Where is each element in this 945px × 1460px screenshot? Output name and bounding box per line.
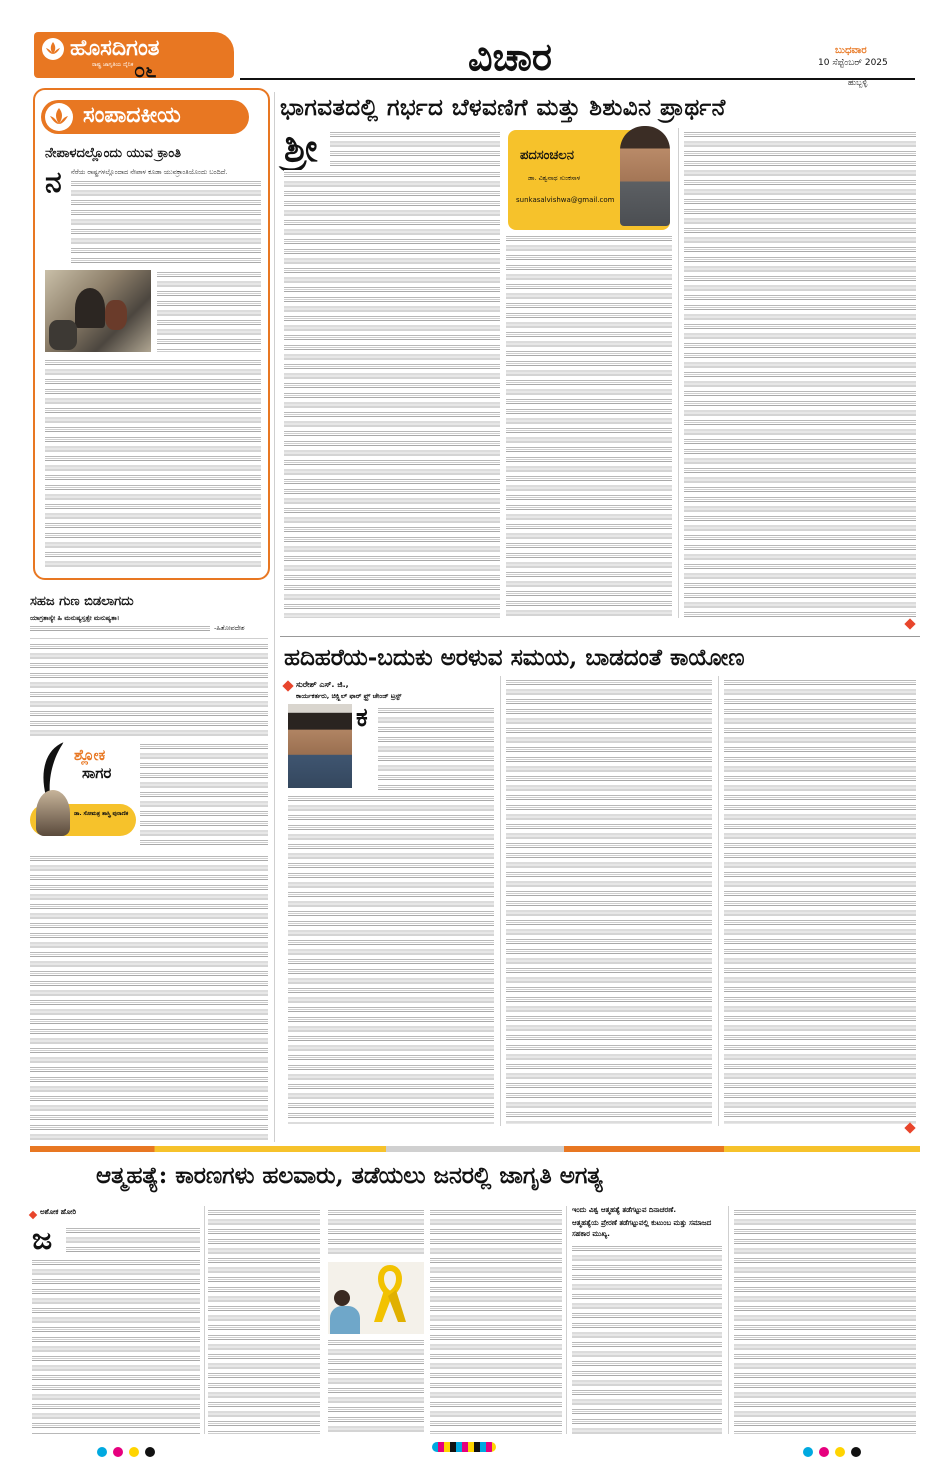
editorial-dropcap: ನ — [45, 165, 62, 200]
article2-author-role: ಕಾರ್ಯಕರ್ತರು, ಚಿಕ್ಸ್ಟ್ರಿಲ್ ಫಾರ್ ಫ್ರ್ರ್ ಚೇಂಜ್ ಟ್ರಸ್ಟ್ — [296, 692, 402, 700]
article3-col5 — [572, 1244, 722, 1434]
article2-rule-2 — [718, 676, 719, 1126]
article3-col3-top — [328, 1208, 424, 1258]
article3-highlight-1: ಇಂದು ವಿಶ್ವ ಆತ್ಮಹತ್ಯೆ ತಡೆಗಟ್ಟುವ ದಿನಾಚರಣೆ. — [572, 1206, 676, 1214]
city-label: ಹುಬ್ಬಳ್ಳಿ — [848, 78, 868, 87]
black-mark — [851, 1447, 861, 1457]
gun-quote: ಯಾಗ್ರತಾಸ್ಯೇ ಹಿ ಮನುಷ್ಯಸ್ತತ್ಸೇ ಮನುಷ್ಯತಾ। — [30, 614, 120, 622]
lotus-icon — [45, 103, 73, 131]
article2-col1 — [288, 794, 494, 1124]
gun-text-bottom — [30, 854, 268, 1142]
figure-body-icon — [330, 1306, 360, 1334]
gun-quote-author: -ಹಿತೋಪದೇಶ — [214, 624, 245, 632]
editorial-box — [33, 88, 270, 580]
padasanchalana-label: ಪದಸಂಚಲನ — [520, 148, 574, 163]
magenta-mark — [819, 1447, 829, 1457]
article2-rule-1 — [500, 676, 501, 1126]
article3-rule-3 — [728, 1206, 729, 1434]
article3-col3-bottom — [328, 1338, 424, 1434]
pen-icon — [282, 680, 293, 691]
yellow-ribbon-icon — [370, 1264, 410, 1324]
article2-col3 — [724, 678, 916, 1124]
article3-col2 — [208, 1208, 320, 1434]
magenta-mark — [113, 1447, 123, 1457]
article2-col1-top — [378, 706, 494, 790]
article1-col3 — [684, 130, 916, 618]
editorial-title: ನೇಪಾಳದಲ್ಲೊಂದು ಯುವ ಕ್ರಾಂತಿ — [45, 146, 182, 161]
editorial-badge — [41, 100, 249, 134]
date-label: 10 ಸೆಪ್ಟೆಂಬರ್ 2025 — [818, 58, 888, 68]
print-marks-right — [800, 1442, 864, 1460]
gun-title: ಸಹಜ ಗುಣ ಬಿಡಲಾಗದು — [30, 594, 134, 609]
page-number: ೦೬ — [134, 58, 157, 82]
article1-col1-top — [330, 130, 500, 168]
article2-author: ಸುರೇಶ್ ಎಸ್. ಜಿ., — [296, 680, 349, 689]
print-marks-center — [432, 1442, 496, 1452]
article3-rule-1 — [204, 1206, 205, 1434]
sagara-label: ಸಾಗರ — [82, 764, 112, 782]
gun-quote-line2 — [30, 624, 210, 634]
day-label: ಬುಧವಾರ — [835, 45, 867, 56]
editorial-badge-text: ಸಂಪಾದಕೀಯ — [83, 102, 181, 128]
awareness-illustration — [328, 1262, 424, 1334]
editorial-text-side — [157, 270, 261, 352]
column-rule-left — [274, 92, 275, 1142]
shloka-label: ಶ್ಲೋಕ — [74, 746, 106, 764]
yellow-mark — [835, 1447, 845, 1457]
article2-end-marker — [904, 1122, 915, 1133]
article1-headline: ಭಾಗವತದಲ್ಲಿ ಗರ್ಭದ ಬೆಳವಣಿಗೆ ಮತ್ತು ಶಿಶುವಿನ ಪ್ರಾರ್ಥನೆ — [280, 94, 726, 121]
editorial-text-top — [71, 179, 261, 265]
shloka-author-name: ಡಾ. ಸೋಮಶ್ರ ಶಾಸ್ತ್ರಿ ಪುರಾಣಿಕ — [74, 811, 129, 817]
article3-col6 — [734, 1208, 916, 1434]
article3-rule-2 — [566, 1206, 567, 1434]
article2-headline: ಹದಿಹರೆಯ-ಬದುಕು ಅರಳುವ ಸಮಯ, ಬಾಡದಂತೆ ಕಾಯೋಣ — [284, 644, 745, 671]
article2-dropcap: ಕ — [356, 703, 368, 733]
section-title: ವಿಚಾರ — [468, 34, 552, 79]
shloka-author-strip — [30, 804, 136, 836]
article3-author: ಅಶೋಕ ಹೋರಿ — [40, 1208, 77, 1216]
cyan-mark — [803, 1447, 813, 1457]
article3-dropcap: ಜ — [32, 1222, 53, 1257]
shloka-author-photo — [36, 790, 70, 836]
logo-tagline: ರಾಷ್ಟ್ರ ಜಾಗೃತಿಯ ದೈನಿಕ — [92, 62, 134, 68]
shloka-sagara-logo — [30, 740, 136, 850]
article1-col2 — [506, 234, 672, 618]
black-mark — [145, 1447, 155, 1457]
article1-column-rule — [678, 128, 679, 618]
lotus-icon — [42, 38, 64, 60]
article1-dropcap: ಶ್ರೀ — [284, 125, 318, 170]
color-strip — [30, 1146, 920, 1152]
gun-divider — [30, 638, 268, 639]
masthead — [0, 0, 945, 92]
article3-col1-top — [66, 1226, 200, 1256]
gun-text-side — [140, 742, 268, 848]
editorial-first-line: ನೆರೆಯ ರಾಷ್ಟ್ರಗಳಲ್ಲೊಂದಾದ ನೇಪಾಳ ಕೂಡಾ ಯುವಕ್ರಾಂತಿಯೊಂದು ಬಂದಿದೆ. — [71, 168, 228, 176]
masthead-rule — [240, 78, 915, 80]
article2-col2 — [506, 678, 712, 1124]
article1-author: ಡಾ. ವಿಶ್ವನಾಥ ಸುಂಕಸಾಳ — [528, 174, 581, 182]
cyan-mark — [97, 1447, 107, 1457]
figure-head-icon — [334, 1290, 350, 1306]
article3-author-marker — [29, 1211, 37, 1219]
article2-author-photo — [288, 704, 352, 788]
editorial-text-bottom — [45, 358, 261, 570]
article3-headline: ಆತ್ಮಹತ್ಯೆ: ಕಾರಣಗಳು ಹಲವಾರು, ತಡೆಯಲು ಜನರಲ್ಲಿ ಜಾಗೃತಿ ಅಗತ್ಯ — [96, 1162, 603, 1189]
gun-text-top — [30, 642, 268, 738]
article1-email: sunkasalvishwa@gmail.com — [516, 196, 615, 204]
print-marks-left — [94, 1442, 158, 1460]
article3-highlight-2: ಆತ್ಮಹತ್ಯೆಯ ಪ್ರೇರಣೆ ತಡೆಗಟ್ಟುವಲ್ಲಿ ಕುಟುಂಬ ಮತ್ತು ಸಮಾಜದ ಸಹಕಾರ ಮುಖ್ಯ. — [572, 1219, 712, 1238]
article1-author-photo — [620, 126, 670, 226]
logo-text: ಹೊಸದಿಗಂತ — [70, 35, 160, 61]
yellow-mark — [129, 1447, 139, 1457]
article1-col1 — [284, 170, 500, 618]
article3-col1 — [32, 1258, 200, 1434]
article1-end-marker — [904, 618, 915, 629]
editorial-protest-photo — [45, 270, 151, 352]
article1-bottom-rule — [280, 636, 920, 637]
article3-col4 — [430, 1208, 562, 1434]
